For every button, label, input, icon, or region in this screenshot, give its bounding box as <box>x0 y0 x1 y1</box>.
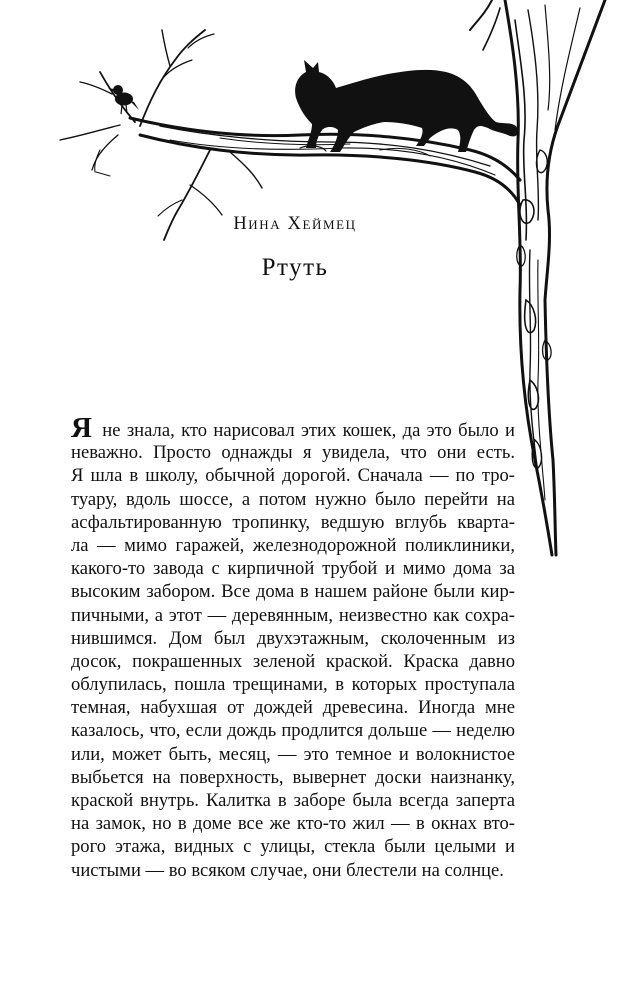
paragraph-line: краской внутрь. Калитка в заборе была всегда заперта <box>71 790 515 811</box>
story-body <box>71 412 515 882</box>
story-title: Ртуть <box>261 254 329 281</box>
paragraph-line: туару, вдоль шоссе, а потом нужно было перейти на <box>71 488 515 510</box>
paragraph-line <box>71 412 515 444</box>
first-line-text: не знала, кто нарисовал этих кошек, да это было и <box>95 420 515 441</box>
paragraph-line: чистыми — во всяком случае, они блестели на солнце. <box>71 859 504 881</box>
paragraph-line: ла — мимо гаражей, железнодорожной поликлиники, <box>71 534 515 556</box>
paragraph-line: рого этажа, видных с улицы, стекла были целыми и <box>71 836 515 858</box>
paragraph-line: досок, покрашенных зеленой краской. Краска давно <box>71 650 515 672</box>
bird-silhouette <box>108 85 139 114</box>
paragraph-line: асфальтированную тропинку, ведшую вглубь кварта- <box>71 511 515 533</box>
paragraph-line: неважно. Просто однажды я увидела, что они есть. <box>71 442 515 464</box>
paragraph-line: высоким забором. Все дома в нашем районе были кир- <box>71 581 515 603</box>
tree-branch <box>60 30 520 240</box>
paragraph-line: пичными, а этот — деревянным, неизвестно как сохра- <box>71 604 515 626</box>
paragraph-line: какого-то завода с кирпичной трубой и мимо дома за <box>71 558 515 580</box>
paragraph-line: выбьется на поверхность, вывернет доски наизнанку, <box>71 766 515 788</box>
paragraph-line: или, может быть, месяц, — это темное и волокнистое <box>71 743 515 765</box>
paragraph-line: темная, набухшая от дождей древесина. Иногда мне <box>71 697 515 719</box>
drop-cap: Я <box>71 412 92 444</box>
paragraph-line: нившимся. Дом был двухэтажным, сколоченным из <box>71 627 515 649</box>
paragraph-line: на замок, но в доме все же кто-то жил — в окнах вто- <box>71 813 515 835</box>
paragraph-line: Я шла в школу, обычной дорогой. Сначала — по тро- <box>71 465 515 487</box>
paragraph-line: облупилась, пошла трещинами, в которых проступала <box>71 674 515 696</box>
paragraph-line: казалось, что, если дождь продлится дольше — неделю <box>71 720 515 742</box>
author-name: Нина Хеймец <box>233 214 357 234</box>
